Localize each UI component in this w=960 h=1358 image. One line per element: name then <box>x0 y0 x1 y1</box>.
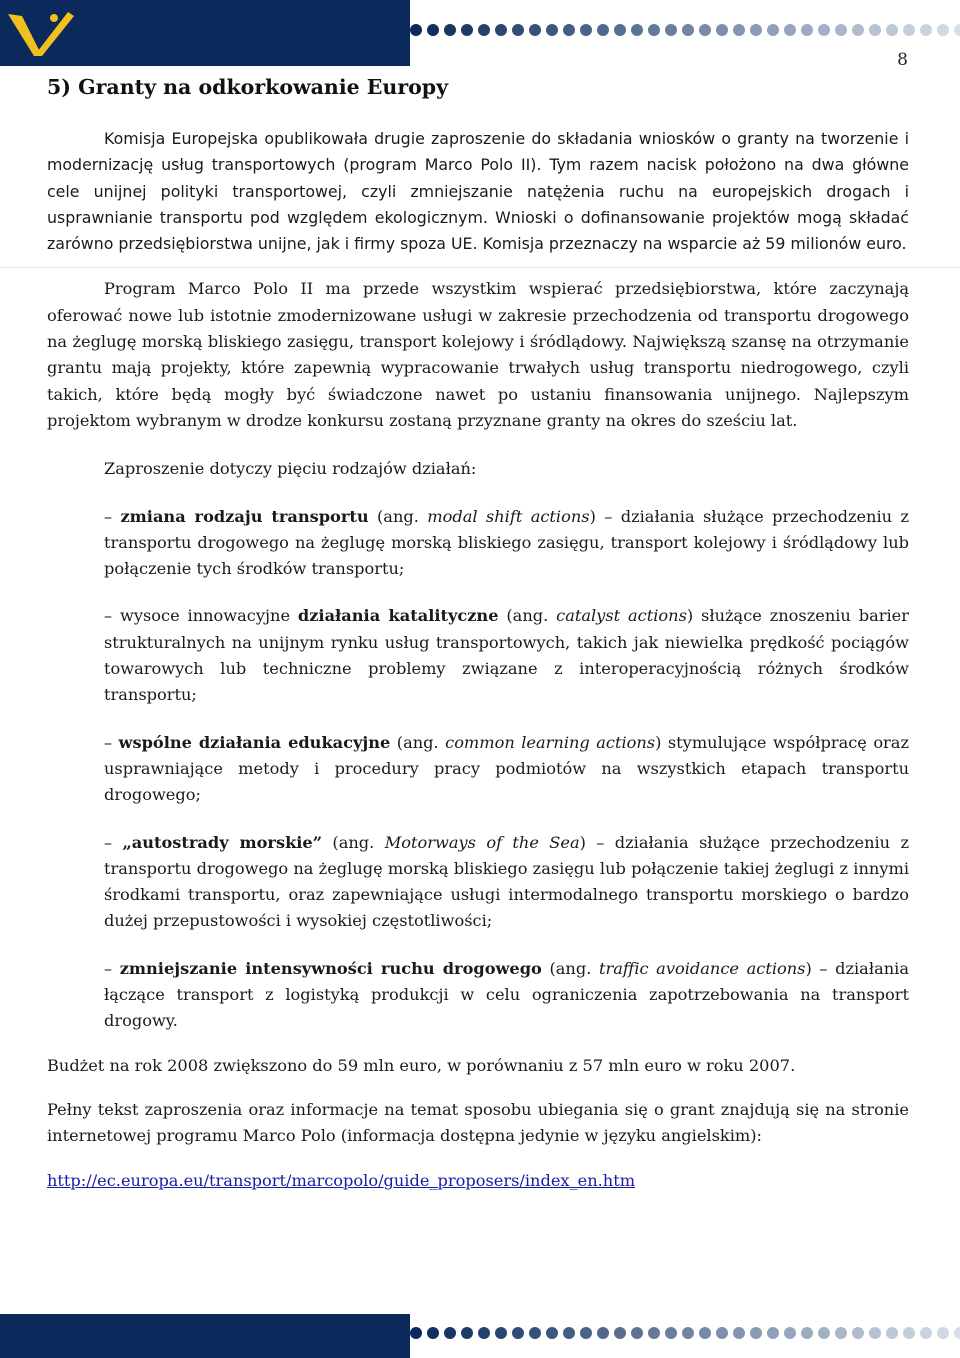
decorative-dot <box>461 1327 473 1339</box>
decorative-dot <box>818 24 830 36</box>
decorative-dot <box>478 24 490 36</box>
decorative-dot <box>750 24 762 36</box>
decorative-dot <box>835 24 847 36</box>
chevron-logo-icon <box>4 6 80 60</box>
decorative-dot <box>546 24 558 36</box>
action-name: działania katalityczne <box>297 606 499 626</box>
decorative-dot <box>614 24 626 36</box>
action-item: – zmiana rodzaju transportu (ang. modal shift actions) – działania służące przechodzeniu z transportu drogowego na żeglugę morską bliskiego zasięgu, transport kolejowy i śródlądowy lub połączenie tych środków transportu; <box>104 506 909 579</box>
decorative-dot <box>920 1327 932 1339</box>
action-name: wspólne działania edukacyjne <box>118 732 391 752</box>
decorative-dot <box>597 1327 609 1339</box>
decorative-dot <box>869 24 881 36</box>
dash-bullet: – <box>104 732 113 752</box>
decorative-dot <box>937 24 949 36</box>
decorative-dot <box>903 24 915 36</box>
actions-list <box>47 504 909 1035</box>
decorative-dot <box>495 1327 507 1339</box>
decorative-dot <box>699 1327 711 1339</box>
decorative-dot <box>869 1327 881 1339</box>
english-term: modal shift actions <box>427 506 590 526</box>
decorative-dot <box>801 1327 813 1339</box>
program-paragraph: Program Marco Polo II ma przede wszystkim wspierać przedsiębiorstwa, które zaczynają oferować nowe lub istotnie zmodernizowane usługi w zakresie przechodzenia od transportu drogowego na żeglugę morską bliskiego zasięgu, transport kolejowy i śródlądowy. Największą szansę na otrzymanie grantu mają projekty, które zapewnią wypracowanie trwałych usług transportu niedrogowego, czyli takich, które będą mogły być świadczone nawet po ustaniu finansowania unijnego. Najlepszym projektom wybranym w drodze konkursu zostaną przyznane granty na okres do sześciu lat. <box>47 279 909 430</box>
decorative-dot <box>427 1327 439 1339</box>
dash-bullet: – <box>104 958 113 978</box>
decorative-dot <box>954 1327 960 1339</box>
decorative-dot <box>410 24 422 36</box>
header-dots-row <box>410 24 960 42</box>
decorative-dot <box>563 24 575 36</box>
header-band <box>0 0 960 66</box>
decorative-dot <box>427 24 439 36</box>
action-name: zmiana rodzaju transportu <box>120 506 369 526</box>
decorative-dot <box>512 24 524 36</box>
footer-dots-row <box>410 1327 960 1345</box>
decorative-dot <box>920 24 932 36</box>
decorative-dot <box>886 24 898 36</box>
decorative-dot <box>954 24 960 36</box>
action-item: – wysoce innowacyjne działania katalityczne (ang. catalyst actions) służące znoszeniu barier strukturalnych na unijnym rynku usług transportowych, takich jak niewielka prędkość pociągów towarowych lub techniczne problemy związane z interoperacyjnością różnych środków transportu; <box>104 606 909 705</box>
decorative-dot <box>631 24 643 36</box>
decorative-dot <box>461 24 473 36</box>
budget-paragraph: Budżet na rok 2008 zwiększono do 59 mln euro, w porównaniu z 57 mln euro w roku 2007. <box>47 1055 796 1075</box>
decorative-dot <box>444 24 456 36</box>
decorative-dot <box>784 24 796 36</box>
decorative-dot <box>682 24 694 36</box>
decorative-dot <box>835 1327 847 1339</box>
decorative-dot <box>903 1327 915 1339</box>
decorative-dot <box>597 24 609 36</box>
decorative-dot <box>852 24 864 36</box>
english-term: common learning actions <box>445 732 656 752</box>
decorative-dot <box>733 1327 745 1339</box>
decorative-dot <box>665 1327 677 1339</box>
english-term: catalyst actions <box>556 606 687 626</box>
decorative-dot <box>648 1327 660 1339</box>
decorative-dot <box>546 1327 558 1339</box>
decorative-dot <box>801 24 813 36</box>
decorative-dot <box>512 1327 524 1339</box>
decorative-dot <box>410 1327 422 1339</box>
divider-line <box>0 267 960 268</box>
decorative-dot <box>648 24 660 36</box>
decorative-dot <box>716 24 728 36</box>
decorative-dot <box>699 24 711 36</box>
dash-bullet: – <box>104 506 113 526</box>
decorative-dot <box>478 1327 490 1339</box>
section-title: 5) Granty na odkorkowanie Europy <box>47 75 449 99</box>
footer-band <box>0 1314 960 1358</box>
decorative-dot <box>495 24 507 36</box>
intro-paragraph: Komisja Europejska opublikowała drugie zaproszenie do składania wniosków o granty na tworzenie i modernizację usług transportowych (program Marco Polo II). Tym razem nacisk położono na dwa główne cele unijnej polityki transportowej, czyli zmniejszanie natężenia ruchu na europejskich drogach i usprawnianie transportu pod względem ekologicznym. Wnioski o dofinansowanie projektów mogą składać zarówno przedsiębiorstwa unijne, jak i firmy spoza UE. Komisja przeznaczy na wsparcie aż 59 milionów euro. <box>47 129 909 254</box>
decorative-dot <box>682 1327 694 1339</box>
english-term: Motorways of the Sea <box>384 832 580 852</box>
marcopolo-link[interactable]: http://ec.europa.eu/transport/marcopolo/guide_proposers/index_en.htm <box>47 1170 636 1190</box>
action-item: – „autostrady morskie” (ang. Motorways of the Sea) – działania służące przechodzeniu z transportu drogowego na żeglugę morską bliskiego zasięgu lub połączenie takiej żeglugi z innymi środkami transportu, oraz zapewniające usługi intermodalnego transportu morskiego o bardzo dużej przepustowości i wysokiej częstotliwości; <box>104 832 909 931</box>
decorative-dot <box>529 24 541 36</box>
decorative-dot <box>665 24 677 36</box>
decorative-dot <box>767 1327 779 1339</box>
dash-bullet: – <box>104 832 113 852</box>
page-number: 8 <box>897 50 908 70</box>
action-item: – zmniejszanie intensywności ruchu drogowego (ang. traffic avoidance actions) – działania łączące transport z logistyką produkcji w celu ograniczenia zapotrzebowania na transport drogowy. <box>104 958 909 1031</box>
decorative-dot <box>750 1327 762 1339</box>
decorative-dot <box>784 1327 796 1339</box>
fulltext-paragraph: Pełny tekst zaproszenia oraz informacje na temat sposobu ubiegania się o grant znajdują się na stronie internetowej programu Marco Polo (informacja dostępna jedynie w języku angielskim): <box>47 1099 909 1146</box>
document-body <box>47 126 909 1194</box>
decorative-dot <box>886 1327 898 1339</box>
decorative-dot <box>852 1327 864 1339</box>
action-name: zmniejszanie intensywności ruchu drogowego <box>119 958 542 978</box>
footer-block <box>0 1314 410 1358</box>
decorative-dot <box>631 1327 643 1339</box>
decorative-dot <box>580 1327 592 1339</box>
action-item: – wspólne działania edukacyjne (ang. common learning actions) stymulujące współpracę oraz usprawniające metody i procedury pracy podmiotów na wszystkich etapach transportu drogowego; <box>104 732 909 805</box>
decorative-dot <box>563 1327 575 1339</box>
dash-bullet: – <box>104 606 113 626</box>
decorative-dot <box>716 1327 728 1339</box>
decorative-dot <box>937 1327 949 1339</box>
decorative-dot <box>614 1327 626 1339</box>
decorative-dot <box>529 1327 541 1339</box>
english-term: traffic avoidance actions <box>598 958 806 978</box>
action-name: „autostrady morskie” <box>122 832 323 852</box>
decorative-dot <box>767 24 779 36</box>
header-logo-block <box>0 0 410 66</box>
decorative-dot <box>444 1327 456 1339</box>
decorative-dot <box>733 24 745 36</box>
decorative-dot <box>818 1327 830 1339</box>
decorative-dot <box>580 24 592 36</box>
actions-lead: Zaproszenie dotyczy pięciu rodzajów działań: <box>104 459 477 479</box>
